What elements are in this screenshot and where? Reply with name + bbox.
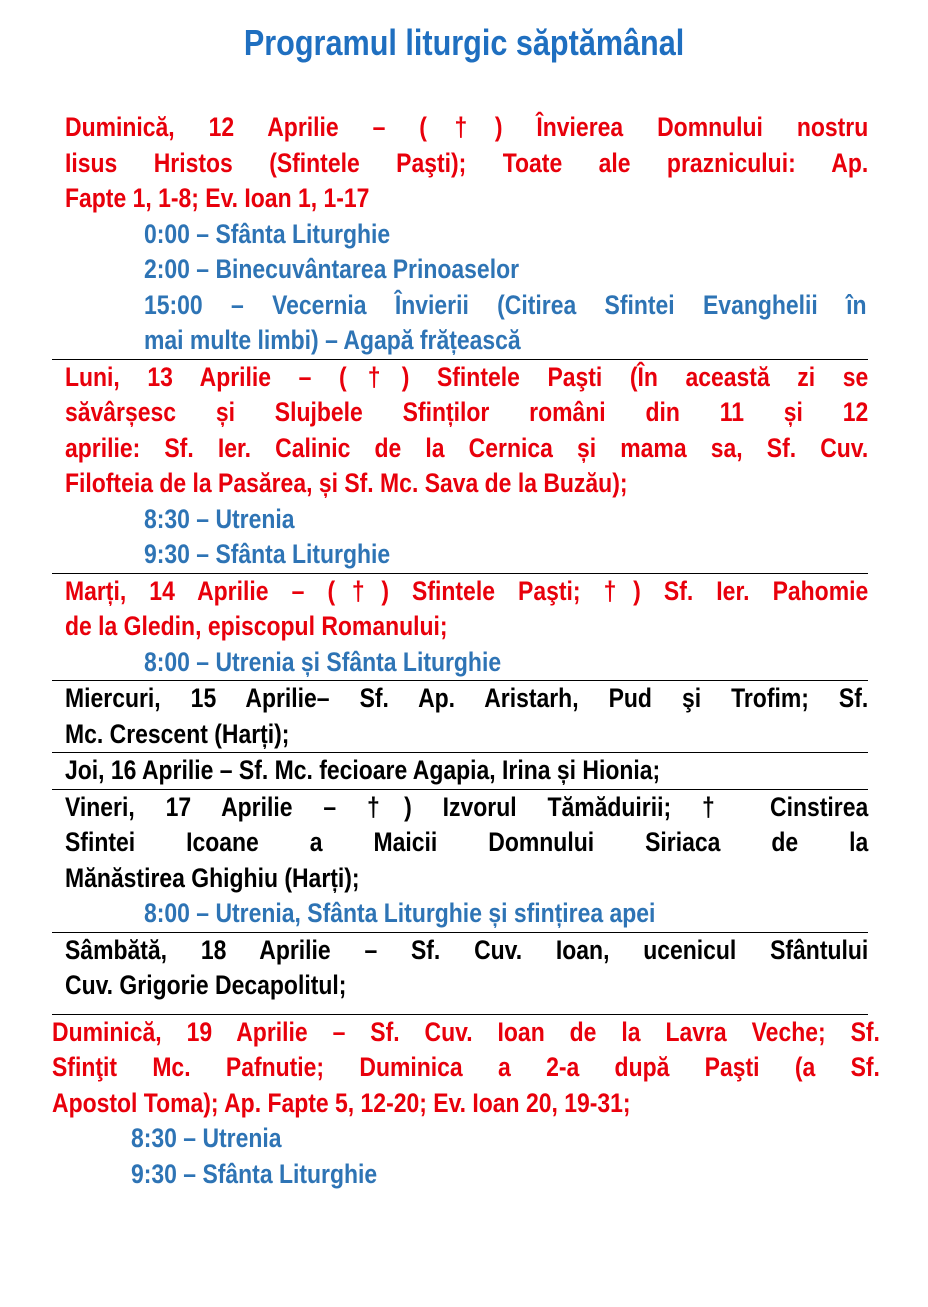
day-heading-line: Joi, 16 Aprilie – Sf. Mc. fecioare Agapia, Irina și Hionia;	[65, 755, 661, 785]
day-heading-line: Sfintei Icoane a Maicii Domnului Siriaca de la	[65, 827, 869, 857]
day-heading-line: Iisus Hristos (Sfintele Paşti); Toate ale praznicului: Ap.	[65, 147, 869, 178]
day-heading-line: săvârșesc și Slujbele Sfinților români din 11 și 12	[65, 397, 869, 427]
day-sunday-19	[52, 1015, 880, 1193]
service-time: 0:00 – Sfânta Liturghie	[144, 218, 391, 249]
schedule	[52, 110, 880, 1192]
service-time: 9:30 – Sfânta Liturghie	[131, 1158, 378, 1189]
day-heading-line: Mc. Crescent (Harți);	[65, 718, 290, 749]
day-heading-line: Duminică, 19 Aprilie – Sf. Cuv. Ioan de la Lavra Veche; Sf.	[52, 1016, 880, 1047]
day-heading-line: Sfinţit Mc. Pafnutie; Duminica a 2-a după Paşti (a Sf.	[52, 1052, 880, 1082]
day-monday-13	[52, 360, 868, 574]
day-tuesday-14	[52, 574, 868, 682]
page-title: Programul liturgic săptămânal	[243, 22, 685, 63]
day-saturday-18	[52, 933, 868, 1015]
service-time-cont: mai multe limbi) – Agapă frățească	[144, 325, 521, 355]
day-heading-line: Luni, 13 Aprilie – (†) Sfintele Paşti (În această zi se	[65, 361, 869, 392]
service-time: 8:00 – Utrenia, Sfânta Liturghie și sfințirea apei	[144, 898, 656, 928]
day-heading-line: Duminică, 12 Aprilie – (†) Învierea Domnului nostru	[65, 112, 869, 142]
service-time: 8:00 – Utrenia și Sfânta Liturghie	[144, 646, 502, 677]
service-time: 2:00 – Binecuvântarea Prinoaselor	[144, 254, 520, 284]
day-friday-17	[52, 790, 868, 933]
day-heading-line: aprilie: Sf. Ier. Calinic de la Cernica și mama sa, Sf. Cuv.	[65, 432, 869, 463]
day-heading-line: Miercuri, 15 Aprilie– Sf. Ap. Aristarh, Pud şi Trofim; Sf.	[65, 683, 869, 713]
service-time: 8:30 – Utrenia	[144, 503, 295, 534]
day-heading-line: Marți, 14 Aprilie – (†) Sfintele Paşti; †) Sf. Ier. Pahomie	[65, 575, 869, 606]
day-sunday-12	[52, 110, 868, 360]
service-time: 8:30 – Utrenia	[131, 1123, 282, 1153]
day-heading-line: Vineri, 17 Aprilie – †) Izvorul Tămăduirii; † Cinstirea	[65, 791, 869, 822]
day-heading-line: Fapte 1, 1-8; Ev. Ioan 1, 1-17	[65, 183, 370, 213]
day-heading-line: Cuv. Grigorie Decapolitul;	[65, 970, 347, 1000]
day-heading-line: Mănăstirea Ghighiu (Harți);	[65, 862, 360, 893]
day-heading-line: Apostol Toma); Ap. Fapte 5, 12-20; Ev. Ioan 20, 19-31;	[52, 1087, 631, 1118]
service-time: 15:00 – Vecernia Învierii (Citirea Sfintei Evanghelii în	[144, 289, 867, 320]
day-heading-line: Sâmbătă, 18 Aprilie – Sf. Cuv. Ioan, ucenicul Sfântului	[65, 934, 869, 965]
service-time: 9:30 – Sfânta Liturghie	[144, 539, 391, 569]
day-wednesday-15	[52, 681, 868, 753]
day-heading-line: de la Gledin, episcopul Romanului;	[65, 611, 448, 641]
day-heading-line: Filofteia de la Pasărea, și Sf. Mc. Sava de la Buzău);	[65, 468, 628, 498]
day-thursday-16	[52, 753, 868, 790]
